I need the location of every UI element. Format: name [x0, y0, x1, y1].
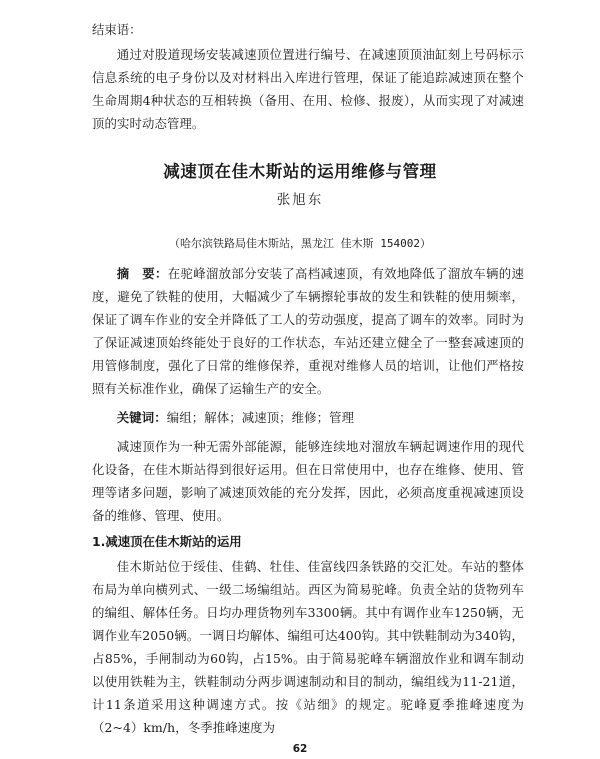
article-title: 减速顶在佳木斯站的运用维修与管理 [163, 162, 437, 181]
conclusion-heading: 结束语： [92, 22, 142, 37]
keywords [92, 406, 524, 429]
abstract-label: 摘 要： [116, 266, 168, 281]
keywords-label: 关键词： [116, 410, 167, 425]
section-1-heading: 1.减速顶在佳木斯站的运用 [92, 534, 242, 549]
section-1-paragraph: 佳木斯站位于绥佳、佳鹤、牡佳、佳富线四条铁路的交汇处。车站的整体布局为单向横列式、一级二场编组站。西区为简易驼峰。负责全站的货物列车的编组、解体任务。日均办理货物列车3300辆。其中有调作业车1250辆，无调作业车2050辆。一调日均解体、编组可达400钩。其中铁鞋制动为340钩，占85%，手闸制动为60钩，占15%。由于简易驼峰车辆溜放作业和调车制动以使用铁鞋为主，铁鞋制动分两步调速制动和目的制动，编组线为11-21道，计11条道采用这种调速方式。按《站细》的规定。驼峰夏季推峰速度为（2~4）km/h，冬季推峰速度为 [92, 559, 524, 735]
keywords-text: 编组；解体；减速顶；维修；管理 [166, 410, 355, 425]
intro-paragraph: 减速顶作为一种无需外部能源，能够连续地对溜放车辆起调速作用的现代化设备，在佳木斯站得到很好运用。但在日常使用中，也存在维修、使用、管理等诸多问题，影响了减速顶效能的充分发挥，因此，必须高度重视减速顶设备的维修、管理、使用。 [92, 439, 524, 523]
article-author: 张旭东 [276, 192, 324, 208]
author-affiliation: （哈尔滨铁路局佳木斯站，黑龙江 佳木斯 154002） [169, 237, 431, 250]
conclusion-paragraph: 通过对股道现场安装减速顶位置进行编号、在减速顶顶油缸刻上号码标示信息系统的电子身份以及对材料出入库进行管理，保证了能追踪减速顶在整个生命周期4种状态的互相转换（备用、在用、检修、报废），从而实现了对减速顶的实时动态管理。 [92, 47, 524, 131]
abstract [92, 262, 524, 400]
page-number: 62 [292, 743, 308, 755]
abstract-text: 在驼峰溜放部分安装了高档减速顶，有效地降低了溜放车辆的速度，避免了铁鞋的使用，大幅减少了车辆擦轮事故的发生和铁鞋的使用频率，保证了调车作业的安全并降低了工人的劳动强度，提高了调车的效率。同时为了保证减速顶始终能处于良好的工作状态，车站还建立健全了一整套减速顶的用管修制度，强化了日常的维修保养，重视对维修人员的培训，让他们严格按照有关标准作业，确保了运输生产的安全。 [92, 266, 524, 396]
